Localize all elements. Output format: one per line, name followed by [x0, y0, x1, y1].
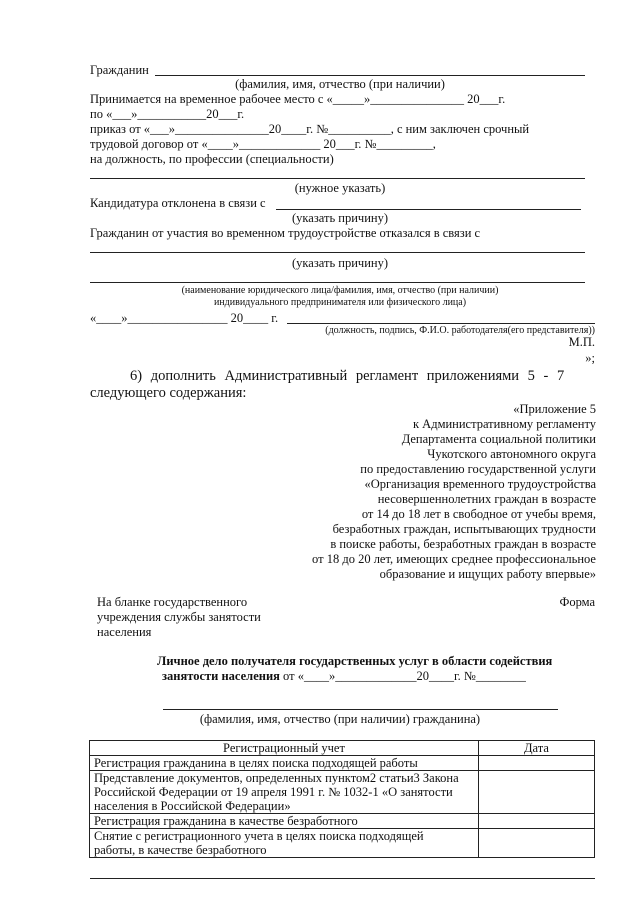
- caption-reason-1: (указать причину): [291, 211, 388, 225]
- table-cell: [90, 814, 479, 829]
- stamp-place: М.П.: [568, 335, 595, 349]
- cell-line: населения в Российской Федерации»: [94, 799, 291, 813]
- table-cell: [90, 771, 479, 814]
- cell-line: работы, в качестве безработного: [94, 843, 267, 857]
- refused-line: Гражданин от участия во временном трудоустройстве отказался в связи с: [90, 226, 481, 240]
- appendix-line: «Приложение 5: [513, 402, 596, 416]
- appendix-line: Департамента социальной политики: [401, 432, 596, 446]
- date-cell: [479, 829, 595, 858]
- appendix-line: по предоставлению государственной услуги: [360, 462, 596, 476]
- date-sign-line: «____»________________ 20____ г.: [90, 311, 279, 325]
- cell-line: Российской Федерации от 19 апреля 1991 г. № 1032-1 «О занятости: [94, 785, 453, 799]
- blank-line: учреждения службы занятости: [97, 610, 261, 624]
- appendix-line: в поиске работы, безработных граждан в возрасте: [330, 537, 596, 551]
- record-name-line: [163, 709, 558, 710]
- order-line: приказ от «___»_______________20____г. №__________, с ним заключен срочный: [90, 122, 530, 136]
- rejected-line: Кандидатура отклонена в связи с: [90, 196, 266, 210]
- table-header-registration: Регистрационный учет: [90, 741, 479, 756]
- date-cell: [479, 771, 595, 814]
- registration-table: [89, 740, 595, 858]
- record-title-2-rest: от «____»_____________20____г. №________: [279, 669, 526, 683]
- appendix-line: от 14 до 18 лет в свободное от учебы время,: [361, 507, 596, 521]
- appendix-line: образование и ищущих работу впервые»: [379, 567, 596, 581]
- table-row: [90, 771, 595, 814]
- blank-line: На бланке государственного: [97, 595, 248, 609]
- amendment-text-2: следующего содержания:: [90, 385, 247, 401]
- form-label: Форма: [559, 595, 595, 609]
- date-cell: [479, 814, 595, 829]
- table-cell: [90, 756, 479, 771]
- cell-line: Регистрация гражданина в качестве безработного: [94, 814, 358, 828]
- caption-specify: (нужное указать): [294, 181, 386, 195]
- appendix-line: к Административному регламенту: [412, 417, 596, 431]
- table-cell: [90, 829, 479, 858]
- until-line: по «___»___________20___г.: [90, 107, 245, 121]
- cell-line: Регистрация гражданина в целях поиска подходящей работы: [94, 756, 418, 770]
- record-title-1: Личное дело получателя государственных услуг в области содействия: [157, 654, 553, 668]
- citizen-label: Гражданин: [90, 63, 149, 77]
- signature-line: [287, 323, 595, 324]
- cell-line: Представление документов, определенных пунктом2 статьи3 Закона: [94, 771, 459, 785]
- caption-employer-1: (наименование юридического лица/фамилия, имя, отчество (при наличии): [181, 285, 499, 296]
- table-header-row: [90, 741, 595, 756]
- accepted-line: Принимается на временное рабочее место с «_____»_______________ 20___г.: [90, 92, 506, 106]
- blank-line: населения: [97, 625, 152, 639]
- table-row: [90, 814, 595, 829]
- caption-employer-2: индивидуального предпринимателя или физического лица): [213, 297, 467, 308]
- appendix-line: «Организация временного трудоустройства: [364, 477, 596, 491]
- footer-rule: [90, 878, 595, 879]
- position-fill-line: [90, 178, 585, 179]
- caption-reason-2: (указать причину): [291, 256, 388, 270]
- appendix-line: Чукотского автономного округа: [427, 447, 596, 461]
- rejected-reason-line: [276, 209, 581, 210]
- caption-signature: (должность, подпись, Ф.И.О. работодателя(его представителя)): [325, 325, 595, 336]
- table-row: [90, 756, 595, 771]
- appendix-line: несовершеннолетних граждан в возрасте: [377, 492, 596, 506]
- record-title-2-bold: занятости населения: [162, 669, 280, 683]
- appendix-line: безработных граждан, испытывающих трудности: [332, 522, 596, 536]
- table-header-date: Дата: [479, 741, 595, 756]
- record-title-2: [162, 669, 526, 684]
- appendix-line: от 18 до 20 лет, имеющих среднее профессиональное: [312, 552, 596, 566]
- contract-line: трудовой договор от «____»_____________ 20___г. №_________,: [90, 137, 436, 151]
- employer-line: [90, 282, 585, 283]
- citizen-name-line: [155, 75, 585, 76]
- amendment-text-1: 6) дополнить Административный регламент приложениями 5 - 7: [130, 368, 565, 384]
- table-row: [90, 829, 595, 858]
- position-line: на должность, по профессии (специальности): [90, 152, 334, 166]
- caption-citizen-fio: (фамилия, имя, отчество (при наличии) гражданина): [199, 712, 481, 726]
- refused-reason-line: [90, 252, 585, 253]
- caption-fio: (фамилия, имя, отчество (при наличии): [235, 77, 445, 91]
- cell-line: Снятие с регистрационного учета в целях поиска подходящей: [94, 829, 424, 843]
- date-cell: [479, 756, 595, 771]
- closing-quote: »;: [585, 351, 595, 365]
